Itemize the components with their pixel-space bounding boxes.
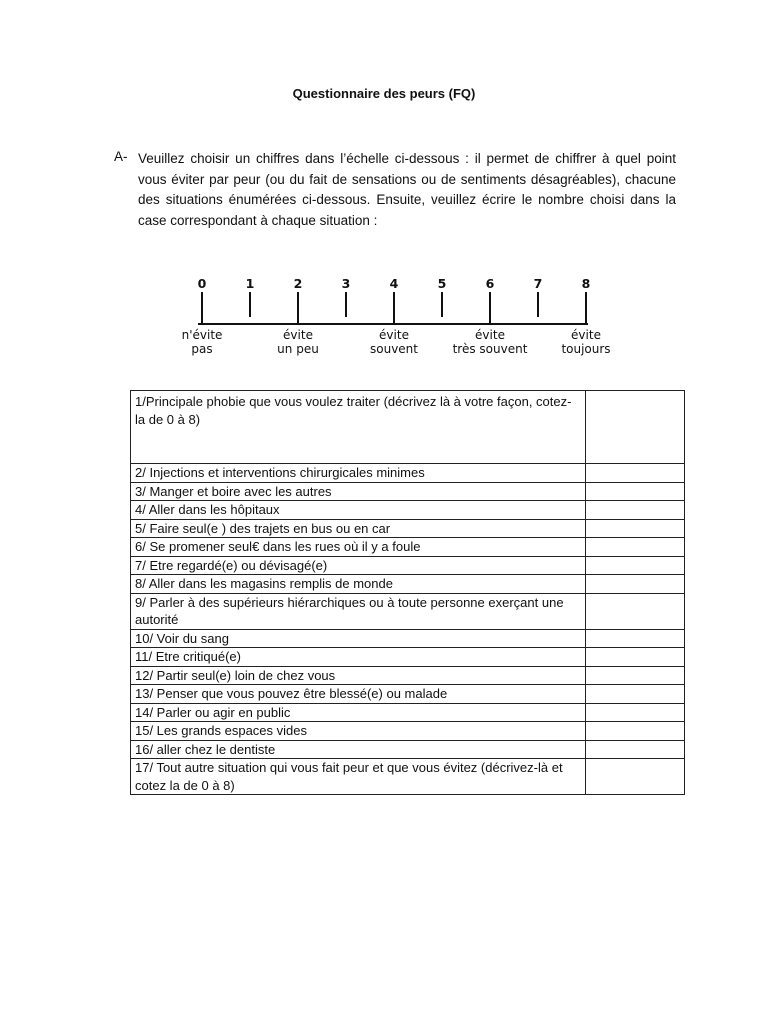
scale-number: 2: [293, 276, 303, 291]
rating-answer-cell[interactable]: [586, 740, 685, 759]
scale-number: 6: [485, 276, 495, 291]
situation-text: 7/ Etre regardé(e) ou dévisagé(e): [131, 556, 586, 575]
scale-label-line1: n'évite: [181, 328, 223, 342]
scale-tick: [393, 292, 395, 325]
situation-text: 13/ Penser que vous pouvez être blessé(e) ou malade: [131, 685, 586, 704]
table-row: [131, 501, 685, 520]
rating-answer-cell[interactable]: [586, 538, 685, 557]
scale-label-line2: très souvent: [452, 342, 528, 356]
scale-label-line2: toujours: [561, 342, 611, 356]
scale-number: 1: [245, 276, 255, 291]
instructions-paragraph: Veuillez choisir un chiffres dans l’échelle ci-dessous : il permet de chiffrer à quel point vous éviter par peur (ou du fait de sensations ou de sentiments désagréables), chacune des situations énumérées ci-dessous. Ensuite, veuillez écrire le nombre choisi dans la case correspondant à chaque situation :: [138, 151, 676, 228]
table-row: [131, 666, 685, 685]
questionnaire-title: Questionnaire des peurs (FQ): [292, 86, 476, 101]
situation-text: 15/ Les grands espaces vides: [131, 722, 586, 741]
rating-answer-cell[interactable]: [586, 685, 685, 704]
situation-text: 5/ Faire seul(e ) des trajets en bus ou en car: [131, 519, 586, 538]
rating-answer-cell[interactable]: [586, 648, 685, 667]
rating-answer-cell[interactable]: [586, 556, 685, 575]
scale-label-line1: évite: [283, 328, 313, 342]
table-row: [131, 575, 685, 594]
scale-number: 7: [533, 276, 543, 291]
rating-answer-cell[interactable]: [586, 593, 685, 629]
scale-tick: [345, 292, 347, 317]
situation-text: 2/ Injections et interventions chirurgicales minimes: [131, 464, 586, 483]
situation-text: 8/ Aller dans les magasins remplis de monde: [131, 575, 586, 594]
situation-text: 3/ Manger et boire avec les autres: [131, 482, 586, 501]
situation-text: 12/ Partir seul(e) loin de chez vous: [131, 666, 586, 685]
rating-answer-cell[interactable]: [586, 575, 685, 594]
table-row: [131, 722, 685, 741]
situation-text: 11/ Etre critiqué(e): [131, 648, 586, 667]
rating-answer-cell[interactable]: [586, 666, 685, 685]
table-row: [131, 759, 685, 795]
scale-label-line1: évite: [379, 328, 409, 342]
rating-scale: [170, 272, 620, 367]
situation-text: 4/ Aller dans les hôpitaux: [131, 501, 586, 520]
rating-answer-cell[interactable]: [586, 482, 685, 501]
rating-answer-cell[interactable]: [586, 722, 685, 741]
situation-text: 17/ Tout autre situation qui vous fait peur et que vous évitez (décrivez-là et cotez la de 0 à 8): [131, 759, 586, 795]
scale-number: 3: [341, 276, 351, 291]
scale-label-line1: évite: [475, 328, 505, 342]
scale-tick: [537, 292, 539, 317]
situation-text: 16/ aller chez le dentiste: [131, 740, 586, 759]
scale-label: [182, 328, 223, 356]
scale-number: 4: [389, 276, 399, 291]
table-row: [131, 629, 685, 648]
situations-table: [130, 390, 685, 795]
situation-text: 6/ Se promener seul€ dans les rues où il y a foule: [131, 538, 586, 557]
scale-label: [370, 328, 418, 356]
situation-text: 10/ Voir du sang: [131, 629, 586, 648]
scale-label-line2: pas: [191, 342, 213, 356]
situation-text: 1/Principale phobie que vous voulez traiter (décrivez là à votre façon, cotez-la de 0 à 8): [131, 391, 586, 464]
rating-answer-cell[interactable]: [586, 464, 685, 483]
scale-number: 8: [581, 276, 591, 291]
scale-tick: [489, 292, 491, 325]
table-row: [131, 538, 685, 557]
situation-text: 9/ Parler à des supérieurs hiérarchiques ou à toute personne exerçant une autorité: [131, 593, 586, 629]
scale-number: 0: [197, 276, 207, 291]
rating-answer-cell[interactable]: [586, 501, 685, 520]
scale-label: [453, 328, 528, 356]
rating-answer-cell[interactable]: [586, 391, 685, 464]
table-row: [131, 648, 685, 667]
scale-label-line2: un peu: [277, 342, 319, 356]
table-row: [131, 685, 685, 704]
scale-label: [561, 328, 610, 356]
rating-answer-cell[interactable]: [586, 629, 685, 648]
section-letter: A-: [114, 149, 128, 164]
table-row: [131, 556, 685, 575]
table-row: [131, 703, 685, 722]
table-row: [131, 391, 685, 464]
table-row: [131, 482, 685, 501]
scale-label-line2: souvent: [370, 342, 418, 356]
scale-tick: [441, 292, 443, 317]
scale-number: 5: [437, 276, 447, 291]
table-row: [131, 519, 685, 538]
scale-tick: [201, 292, 203, 325]
scale-label-line1: évite: [571, 328, 601, 342]
rating-answer-cell[interactable]: [586, 759, 685, 795]
table-row: [131, 464, 685, 483]
rating-answer-cell[interactable]: [586, 703, 685, 722]
scale-tick: [297, 292, 299, 325]
situation-text: 14/ Parler ou agir en public: [131, 703, 586, 722]
table-row: [131, 740, 685, 759]
table-row: [131, 593, 685, 629]
scale-tick: [249, 292, 251, 317]
scale-tick: [585, 292, 587, 325]
scale-label: [277, 328, 319, 356]
rating-answer-cell[interactable]: [586, 519, 685, 538]
